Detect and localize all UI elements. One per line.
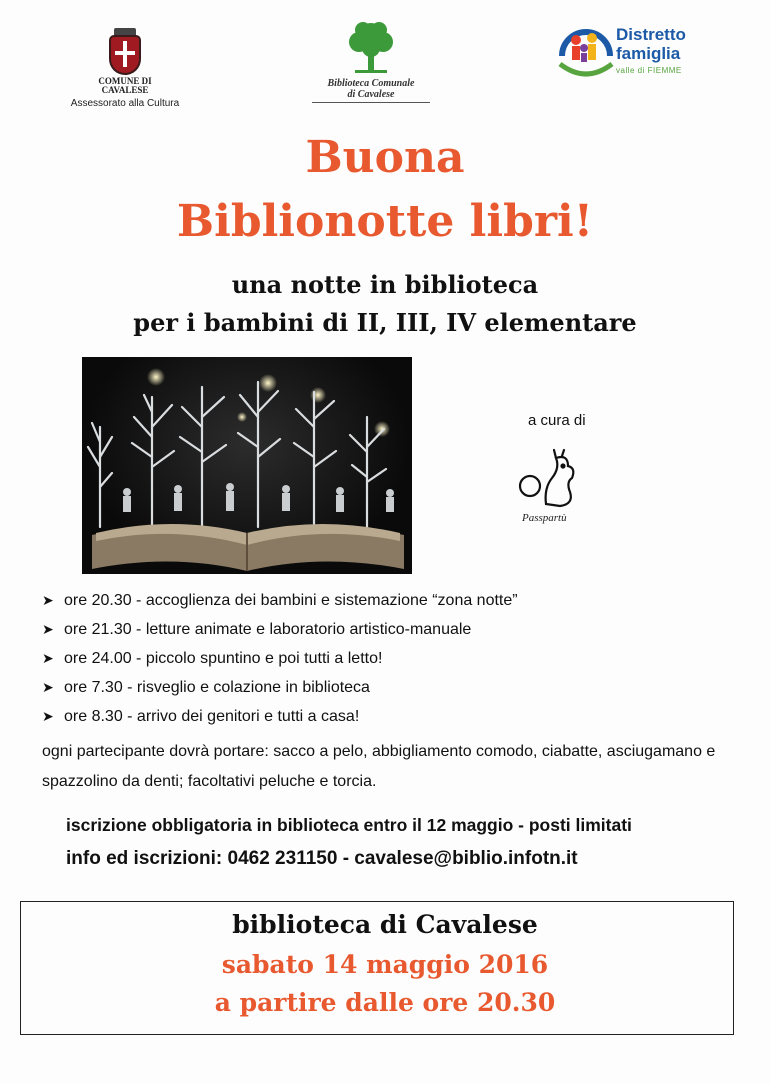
- schedule-text: ore 7.30 - risveglio e colazione in biblioteca: [64, 679, 370, 696]
- event-date: sabato 14 maggio 2016: [221, 950, 549, 979]
- distretto-famiglia-logo: [556, 20, 716, 82]
- library-name-line2: di Cavalese: [347, 89, 395, 100]
- arrow-bullet-icon: ➤: [42, 621, 54, 637]
- schedule-text: ore 21.30 - letture animate e laboratorio artistico-manuale: [64, 621, 472, 638]
- library-underline: [312, 102, 430, 103]
- curator-label: a cura di: [528, 412, 586, 429]
- library-logo: [306, 18, 436, 103]
- list-item: [42, 586, 742, 615]
- paper-trees-image: [82, 357, 412, 574]
- subtitle-line1: una notte in biblioteca: [231, 270, 539, 299]
- schedule-text: ore 24.00 - piccolo spuntino e poi tutti a letto!: [64, 650, 383, 667]
- comune-logo: [60, 28, 190, 109]
- title-line2: Biblionotte libri!: [176, 196, 594, 247]
- distretto-line1: Distretto: [616, 25, 686, 44]
- book-trees-illustration: [82, 357, 412, 574]
- info-contact-text: info ed iscrizioni: 0462 231150 - cavalese@biblio.infotn.it: [66, 848, 578, 869]
- schedule-text: ore 8.30 - arrivo dei genitori e tutti a casa!: [64, 708, 360, 725]
- assessorato-label: Assessorato alla Cultura: [70, 98, 180, 109]
- subtitle-line2: per i bambini di II, III, IV elementare: [133, 308, 637, 337]
- squirrel-icon: [516, 448, 586, 512]
- bring-items-text: ogni partecipante dovrà portare: sacco a pelo, abbigliamento comodo, ciabatte, asciugamano e spazzolino da denti; facoltativi peluche e torcia.: [42, 743, 716, 790]
- schedule-text: ore 20.30 - accoglienza dei bambini e sistemazione “zona notte”: [64, 592, 518, 609]
- library-name-line1: Biblioteca Comunale: [327, 78, 415, 89]
- distretto-sub: valle di FIEMME: [616, 66, 682, 75]
- list-item: [42, 702, 742, 731]
- arrow-bullet-icon: ➤: [42, 708, 54, 724]
- distretto-line2: famiglia: [616, 44, 681, 63]
- event-time: a partire dalle ore 20.30: [214, 988, 556, 1017]
- list-item: [42, 673, 742, 702]
- curator-name: Passpartù: [522, 512, 567, 524]
- arrow-bullet-icon: ➤: [42, 679, 54, 695]
- comune-name-line1: COMUNE DI: [98, 76, 152, 86]
- list-item: [42, 615, 742, 644]
- comune-name-line2: CAVALESE: [101, 85, 149, 95]
- family-icon: [556, 20, 616, 80]
- arrow-bullet-icon: ➤: [42, 592, 54, 608]
- registration-text: iscrizione obbligatoria in biblioteca entro il 12 maggio - posti limitati: [66, 815, 632, 835]
- crown-icon: [114, 28, 136, 35]
- event-venue: biblioteca di Cavalese: [232, 910, 538, 939]
- tree-icon: [341, 18, 401, 78]
- list-item: [42, 644, 742, 673]
- schedule-list: [42, 586, 742, 731]
- coat-of-arms-icon: [111, 37, 139, 73]
- title-line1: Buona: [305, 132, 465, 183]
- arrow-bullet-icon: ➤: [42, 650, 54, 666]
